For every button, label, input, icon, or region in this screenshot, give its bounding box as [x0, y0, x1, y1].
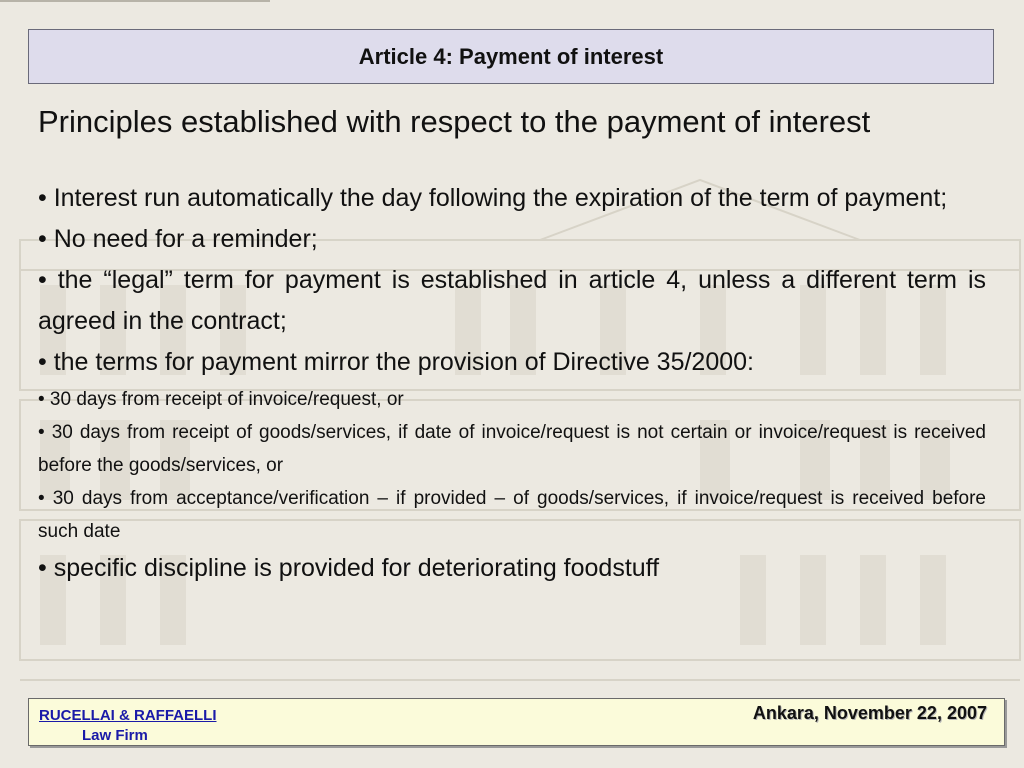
bullet-item: • specific discipline is provided for deteriorating foodstuff	[38, 554, 660, 582]
footer-bar	[28, 698, 1005, 746]
slide-subtitle: Principles established with respect to the payment of interest	[38, 104, 871, 139]
location-date: Ankara, November 22, 2007	[752, 703, 987, 723]
bullet-item: • the “legal” term for payment is established in article 4, unless a different term is agreed in the contract;	[38, 266, 986, 335]
slide-title: Article 4: Payment of interest	[358, 43, 664, 69]
firm-name-link[interactable]: RUCELLAI & RAFFAELLI	[39, 707, 217, 724]
firm-type: Law Firm	[82, 727, 148, 744]
bullet-item: • the terms for payment mirror the provision of Directive 35/2000:	[38, 348, 754, 376]
bullet-item: • No need for a reminder;	[38, 225, 318, 253]
title-banner	[28, 29, 994, 84]
sub-bullet-item: • 30 days from receipt of goods/services, if date of invoice/request is not certain or invoice/request is received before the goods/services, or	[38, 422, 986, 476]
bullet-item: • Interest run automatically the day following the expiration of the term of payment;	[38, 184, 948, 212]
sub-bullet-item: • 30 days from acceptance/verification – if provided – of goods/services, if invoice/request is received before such date	[38, 488, 986, 542]
slide-body	[38, 178, 986, 589]
sub-bullet-item: • 30 days from receipt of invoice/request, or	[38, 389, 404, 410]
top-rule	[0, 0, 270, 2]
